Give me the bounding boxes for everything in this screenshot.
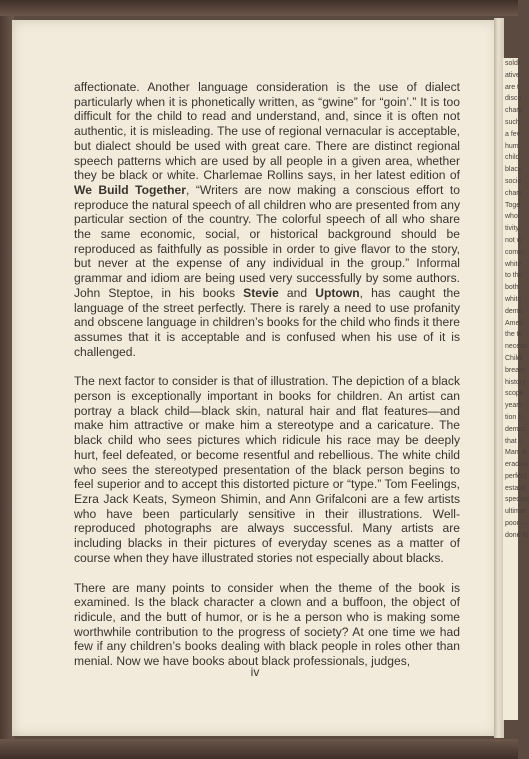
book-title: We Build Together: [74, 182, 186, 197]
facing-page-line: Man. A: [505, 449, 527, 457]
facing-page-fragment: [503, 58, 529, 720]
facing-page-line: whol: [505, 213, 520, 221]
facing-page-line: perfect: [505, 472, 527, 480]
facing-page-line: tion n: [505, 413, 523, 421]
facing-page-line: to the: [505, 272, 523, 280]
book-cover-top-edge: [0, 0, 518, 16]
facing-page-line: disco: [505, 95, 522, 103]
facing-page-line: establi: [505, 484, 526, 492]
facing-page-line: child: [505, 154, 520, 162]
page-body-text: [74, 80, 460, 669]
facing-page-line: poor—: [505, 520, 527, 528]
facing-page-line: both: [505, 284, 519, 292]
page-number: iv: [250, 665, 260, 679]
facing-page-line: comm: [505, 248, 525, 256]
facing-page-line: breakt: [505, 366, 525, 374]
facing-page-line: are t: [505, 83, 520, 91]
text-run: There are many points to consider when the theme of the book is examined. Is the black character a clown and a buffoon, the object of ridicule, and the butt of humor, or is he a person who is making some worthwhile contribution to the progress of society? At one time we had few if any children’s books dealing with black people in roles other than menial. Now we have books about black professionals, judges,: [74, 580, 460, 669]
facing-page-line: scope: [505, 390, 524, 398]
facing-page-line: years: [505, 402, 523, 410]
paragraph: [74, 374, 460, 565]
facing-page-line: ultimat: [505, 508, 526, 516]
text-run: and: [278, 285, 316, 300]
facing-page-line: democ: [505, 425, 527, 433]
facing-page-line: white: [505, 295, 522, 303]
facing-page-line: black: [505, 166, 522, 174]
facing-page-line: eradica: [505, 461, 528, 469]
facing-page-line: necess: [505, 343, 528, 351]
facing-page-line: soldi: [505, 60, 520, 67]
facing-page-line: that c: [505, 437, 523, 445]
facing-page-line: Toge: [505, 201, 521, 209]
facing-page-line: hum: [505, 142, 519, 150]
book-cover-bottom-edge: [0, 739, 518, 759]
facing-page-line: chara: [505, 189, 523, 197]
facing-page-line: the to: [505, 331, 523, 339]
book-title: Uptown: [315, 285, 360, 300]
book-title: Stevie: [243, 285, 279, 300]
facing-page-line: history: [505, 378, 526, 386]
facing-page-line: white: [505, 260, 522, 268]
text-run: The next factor to consider is that of illustration. The depiction of a black person is exceptionally important in books for children. An artist can portray a black child—black skin, natural hair and flat features—and make him attractive or make him a stereotype and a caricature. The black child who sees pictures which ridicule his race may be deeply hurt, feel defeated, or become resentful and rebellious. The white child who sees the stereotyped presentation of the black person begins to feel superior and to accept this distorted picture or “type.” Tom Feelings, Ezra Jack Keats, Symeon Shimin, and Ann Grifalconi are a few artists who have been particularly sensitive in their illustrations. Well-reproduced photographs are always successful. Many artists are including blacks in their pictures of everyday scenes as a matter of course when they have illustrated stories not especially about blacks.: [74, 374, 460, 565]
paragraph: [74, 80, 460, 359]
facing-page-line: Childr: [505, 354, 524, 362]
facing-page-line: done fo: [505, 531, 529, 539]
facing-page-line: tivity: [505, 225, 519, 233]
text-run: , “Writers are now making a conscious effort to reproduce the natural speech of all children who are presented from any particular section of the country. The colorful speech of all who share the same economic, social, or historical background should be reproduced as faithfully as possible in order to give flavor to the story, but never at the expense of any individual in the group.” Informal grammar and idiom are being used very successfully by some authors. John Steptoe, in his books: [74, 182, 460, 300]
facing-page-line: demo: [505, 307, 523, 315]
text-run: affectionate. Another language consideration is the use of dialect particularly when it is phonetically written, as “gwine” for “goin’.” It is too difficult for the child to read and understand, and, since it is often not authentic, it is misleading. The use of regional vernacular is acceptable, but dialect should be used with great care. There are distinct regional speech patterns which are used by all people in a given area, whether they be black or white. Charlemae Rollins says, in her latest edition of: [74, 80, 460, 183]
facing-page-line: Ameri: [505, 319, 524, 327]
facing-page-line: socie: [505, 177, 522, 185]
facing-page-line: such: [505, 118, 520, 126]
facing-page-line: species: [505, 496, 529, 504]
facing-page-line: chara: [505, 107, 523, 115]
facing-page-line: a fev: [505, 130, 521, 138]
facing-page-line: not w: [505, 236, 522, 244]
paragraph: [74, 581, 460, 669]
text-run: , has caught the language of the street perfectly. There is rarely a need to use profanity and obscene language in children’s books for the child who finds it there assumes that it is acceptable and is confused when his use of it is challenged.: [74, 285, 460, 359]
facing-page-line: ative: [505, 71, 520, 79]
